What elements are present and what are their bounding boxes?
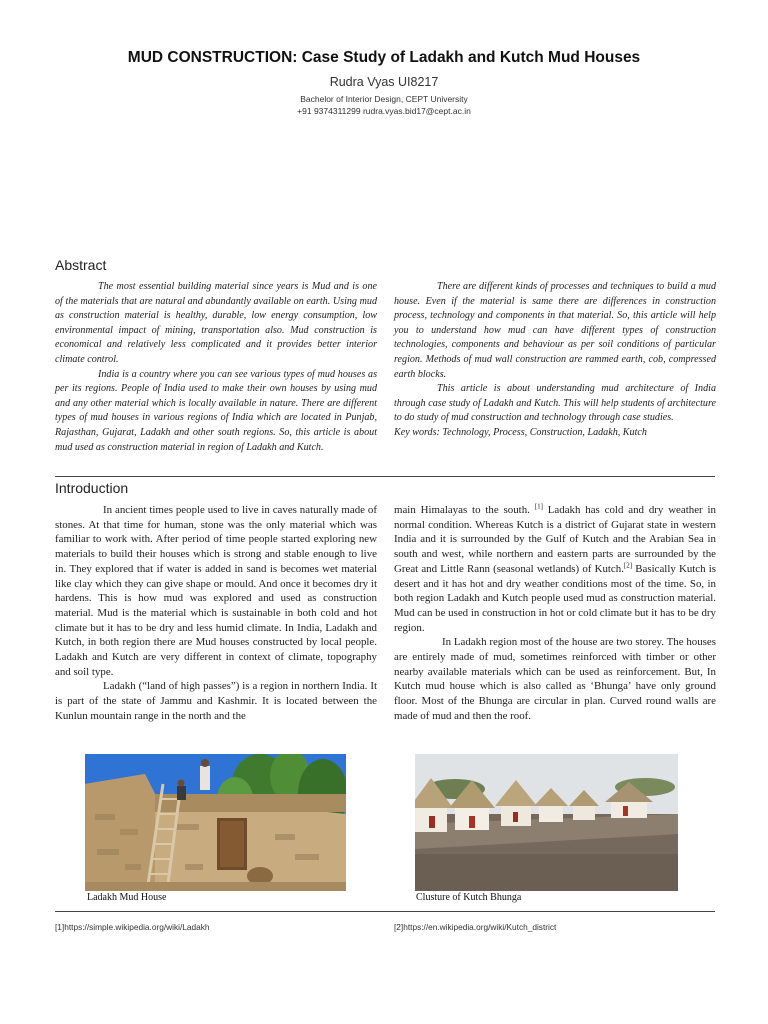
paper-title: MUD CONSTRUCTION: Case Study of Ladakh and Kutch Mud Houses xyxy=(127,49,641,66)
keywords: Key words: Technology, Process, Construction, Ladakh, Kutch xyxy=(394,426,647,438)
intro-paragraph: In Ladakh region most of the house are two storey. The houses are entirely made of mud, sometimes reinforced with timber or other nearby available materials which can be used as reinforcement. But, In Kutch mud house which is also called as ‘Bhunga’ have only ground floor. Most of the Bhunga are circular in plan. Curved round walls are made of mud and then the roof. xyxy=(394,636,716,722)
intro-paragraph: Ladakh (“land of high passes”) is a region in northern India. It is part of the state of Jammu and Kashmir. It is located between the Kunlun mountain range in the north and the xyxy=(55,680,377,722)
ladakh-mud-house-photo xyxy=(85,754,346,891)
kutch-bhunga-photo xyxy=(415,754,678,891)
intro-paragraph: In ancient times people used to live in caves naturally made of stones. At that time for human, stone was the only material which was familiar to work with. After period of time people started exploring new materials to build their houses which is strong and stable enough to live in. They explored that if water is added in sand is becomes wet material like clay which they can give shape or mould. And once it becomes dry it hardens. This is how mud was explored and used as construction material. Mud is the material which is sustainable in both cold and hot climate but it has to be dry and less humid climate. In India, Ladakh and Kutch, in both region there are Mud houses constructed by local people. Ladakh and Kutch are very different in context of climate, topography and soil type. xyxy=(55,504,377,678)
author-contact: +91 9374311299 rudra.vyas.bid17@cept.ac.in xyxy=(297,106,471,116)
abstract-paragraph: India is a country where you can see various types of mud houses as per its regions. People of India used to make their own houses by using mud and any other material which is locally available in nature. There are different types of mud houses in various regions of India which are located in Punjab, Rajasthan, Gujarat, Ladakh and other south regions. So, this article is about mud used as construction material in region of Ladakh and Kutch. xyxy=(55,368,377,453)
figure-caption-ladakh: Ladakh Mud House xyxy=(87,892,167,903)
footnote-2[interactable]: [2]https://en.wikipedia.org/wiki/Kutch_district xyxy=(394,922,557,932)
introduction-heading: Introduction xyxy=(55,480,129,496)
intro-text: Ladakh has cold and dry weather in normal condition. Whereas Kutch is a district of Gujarat state in western India and it is surrounded by the Gulf of Kutch and the Arabian Sea in south and west, while northern and eastern parts are surrounded by the Great and Little Rann (seasonal wetlands) of Kutch. xyxy=(394,504,716,575)
author-name: Rudra Vyas UI8217 xyxy=(329,75,439,89)
reference-marker[interactable]: [1] xyxy=(534,502,543,511)
abstract-paragraph: This article is about understanding mud architecture of India through case study of Ladakh and Kutch. This will help students of architecture to do study of mud construction and technology through case studies. xyxy=(394,383,716,424)
intro-text: main Himalayas to the south. xyxy=(394,504,530,516)
abstract-heading: Abstract xyxy=(55,257,107,273)
intro-text: Basically Kutch is desert and it has hot and dry weather conditions most of the time. So, in both region Ladakh and Kutch people used mud as construction material. Mud can be used in construction in hot or cold climate but it has to be dry region. xyxy=(394,562,716,634)
abstract-paragraph: The most essential building material since years is Mud and is one of the materials that are natural and abundantly available on earth. Using mud as construction material is healthy, durable, low energy consumption, low environmental impact of mining, transportation also. Mud construction is economical and relatively less complicated and it provides better interior climate control. xyxy=(55,281,377,365)
author-affiliation: Bachelor of Interior Design, CEPT University xyxy=(300,94,468,104)
abstract-right-column xyxy=(394,280,716,441)
footnote-1[interactable]: [1]https://simple.wikipedia.org/wiki/Ladakh xyxy=(55,922,210,932)
section-divider xyxy=(55,476,715,477)
footnote-divider xyxy=(55,911,715,912)
figure-caption-kutch: Clusture of Kutch Bhunga xyxy=(416,892,522,903)
introduction-right-column xyxy=(394,503,716,724)
reference-marker[interactable]: [2] xyxy=(623,561,633,570)
abstract-left-column xyxy=(55,280,377,455)
introduction-left-column xyxy=(55,503,377,724)
intro-paragraph xyxy=(394,503,716,635)
abstract-paragraph: There are different kinds of processes and techniques to build a mud house. Even if the material is same there are differences in construction process, technology and components in that material. So, this article will help you to understand how mud can have different types of construction technologies, components and behaviour as per soil conditions of particular region. Methods of mud wall construction are rammed earth, cob, compressed earth blocks. xyxy=(394,281,716,380)
